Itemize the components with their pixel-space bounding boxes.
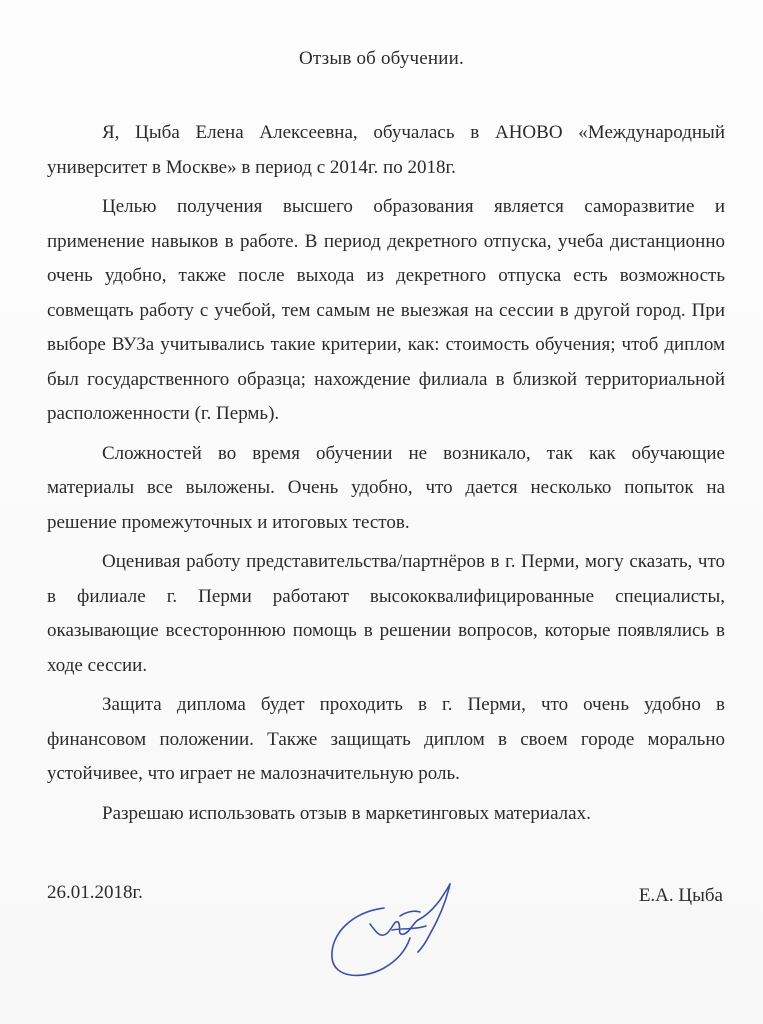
document-date: 26.01.2018г. (47, 882, 143, 903)
document-body (47, 116, 725, 836)
paragraph-difficulties: Сложностей во время обучении не возникало, так как обучающие материалы все выложены. Очень удобно, что дается несколько попыток на решение промежуточных и итоговых тестов. (47, 442, 725, 533)
paragraph-intro: Я, Цыба Елена Алексеевна, обучалась в АНОВО «Международный университет в Москве» в период с 2014г. по 2018г. (47, 122, 725, 178)
paragraph-goals: Целью получения высшего образования является саморазвитие и применение навыков в работе. В период декретного отпуска, учеба дистанционно очень удобно, также после выхода из декретного отпуска есть возможность совмещать работу с учебой, тем самым не выезжая на сессии в другой город. При выборе ВУЗа учитывались такие критерии, как: стоимость обучения; чтоб диплом был государственного образца; нахождение филиала в близкой территориальной расположенности (г. Пермь). (47, 196, 725, 424)
paragraph-diploma-defense: Защита диплома будет проходить в г. Перми, что очень удобно в финансовом положении. Также защищать диплом в своем городе морально устойчивее, что играет не малозначительную роль. (47, 694, 725, 784)
paragraph-branch-evaluation: Оценивая работу представительства/партнёров в г. Перми, могу сказать, что в филиале г. Перми работают высококвалифицированные специалисты, оказывающие всестороннюю помощь в решении вопросов, которые появлялись в ходе сессии. (47, 551, 725, 676)
document-title: Отзыв об обучении. (299, 48, 464, 69)
handwritten-signature (322, 872, 472, 992)
signatory-name: Е.А. Цыба (638, 885, 723, 906)
paragraph-permission: Разрешаю использовать отзыв в маркетинговых материалах. (102, 802, 591, 824)
